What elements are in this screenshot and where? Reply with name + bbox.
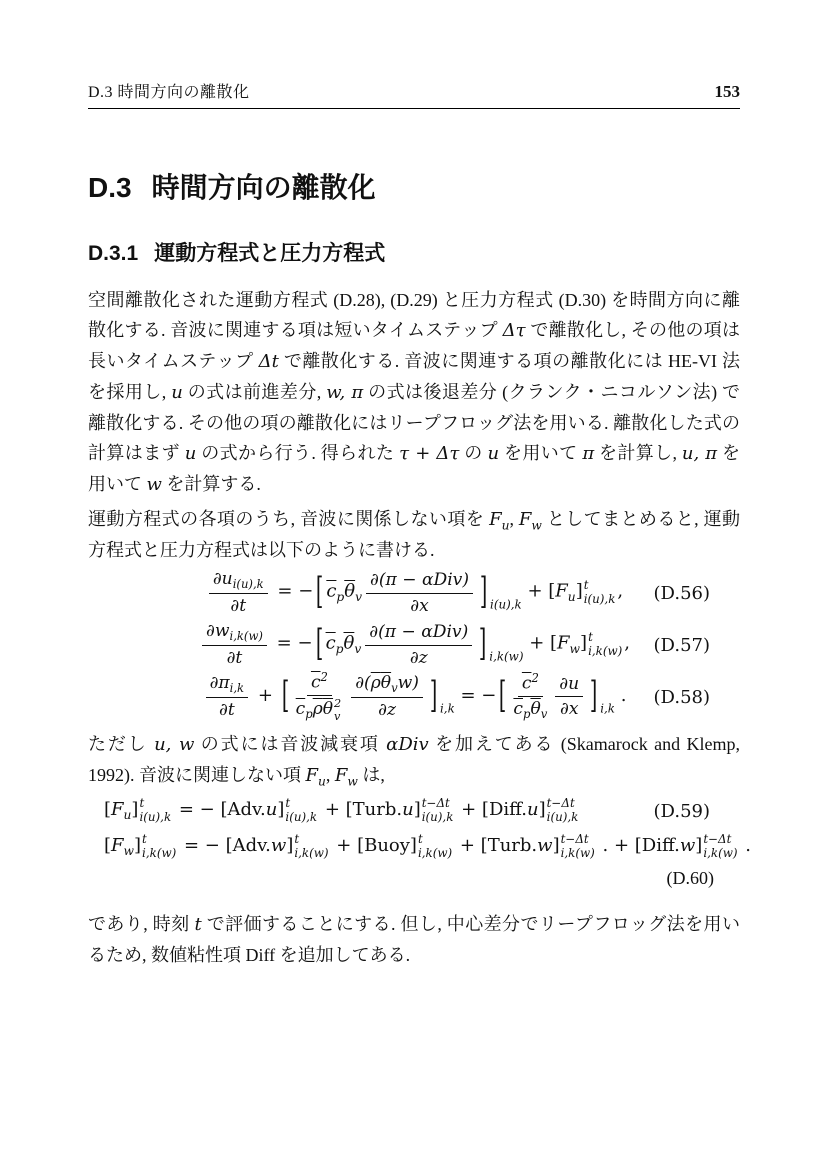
math-token: ] <box>479 570 488 614</box>
math-token: i,k(w) <box>489 649 524 664</box>
equation-number: (D.60) <box>666 867 714 888</box>
math-token: v <box>355 590 363 605</box>
math-token: ∂(π − αDiv) <box>369 622 469 642</box>
math-token <box>518 673 543 697</box>
math-token <box>202 621 267 646</box>
text-segment: で評価することにする. 但し, 中心差分でリープフロッグ法を用いるため, 数値粘性項 Diff を追加してある. <box>88 914 740 965</box>
equation-number: (D.59) <box>653 800 710 822</box>
math-token: $\overline{\rho}$ <box>370 673 381 694</box>
text-segment: Δt <box>258 351 279 372</box>
math-token: v <box>354 642 362 657</box>
math-token <box>227 646 243 669</box>
math-token: ] <box>695 835 703 857</box>
math-token: t <box>285 796 291 811</box>
text-segment: u, w <box>154 734 195 755</box>
math-token: = − <box>270 633 313 655</box>
math-token: i(u),k <box>490 597 522 612</box>
equation-math <box>205 569 623 616</box>
math-token: . <box>739 835 751 857</box>
left-bracket: [ <box>315 622 323 666</box>
left-bracket: [ <box>281 674 289 718</box>
math-token: . <box>614 685 627 707</box>
math-token: $\overline{c}$ <box>326 581 337 603</box>
math-token: ] <box>589 674 598 718</box>
text-segment: F <box>518 509 532 530</box>
math-scripts <box>584 580 616 606</box>
math-token: + [Diff. <box>455 799 528 821</box>
math-token: t−Δt <box>546 796 575 811</box>
math-token: ∂w <box>206 621 230 642</box>
math-token: i,k(w) <box>588 643 623 658</box>
math-token: t−Δt <box>560 832 589 847</box>
text-segment: の式は後退差分 (クランク・ニコルソン法) で離散化する. その他の項の離散化にはリープフロッグ法を用いる. 離散化した式の計算はまず <box>88 382 741 463</box>
math-token: + [ <box>523 633 558 655</box>
math-token: t <box>142 832 147 847</box>
math-token: i(u),k <box>285 809 318 824</box>
math-token: t <box>294 832 300 847</box>
math-token: ] <box>413 799 421 821</box>
math-token: ] <box>580 633 588 655</box>
text-segment: u <box>501 518 510 533</box>
math-fraction <box>351 673 423 720</box>
math-token: v <box>540 707 548 722</box>
math-token: i(u),k <box>546 809 579 824</box>
math-token: = − <box>454 685 497 707</box>
math-token: F <box>555 581 568 603</box>
math-token <box>555 674 583 698</box>
text-segment: は, <box>357 765 385 785</box>
right-bracket <box>587 674 615 718</box>
equation-number: (D.58) <box>653 686 710 708</box>
math-token: u <box>567 590 576 605</box>
equation-d60 <box>88 829 751 865</box>
text-segment: , <box>509 509 519 529</box>
subsection-title: 運動方程式と圧力方程式 <box>154 242 386 265</box>
math-token <box>366 570 473 594</box>
text-segment: w <box>347 774 358 789</box>
math-token <box>365 622 472 646</box>
text-segment: w, π <box>326 382 364 403</box>
math-token: i,k <box>600 701 615 716</box>
math-token: w <box>123 844 135 859</box>
math-scripts <box>422 798 454 824</box>
math-scripts <box>547 798 579 824</box>
equation-number: (D.56) <box>653 582 710 604</box>
text-segment: を計算する. <box>161 474 261 494</box>
math-token: $\overline{\theta}$ <box>322 698 334 719</box>
math-token: + [Turb. <box>454 835 538 857</box>
math-token: ∂x <box>410 595 429 616</box>
math-token: i,k <box>229 681 245 696</box>
math-token <box>513 697 547 721</box>
math-token: $\overline{\rho}$ <box>312 698 323 719</box>
equation-math <box>198 621 630 668</box>
math-scripts <box>294 834 328 860</box>
text-segment: で離散化する. 音波に関連する項の離散化には HE-VI 法を採用し, <box>88 351 741 402</box>
math-token: ∂z <box>378 700 397 721</box>
math-token: ] <box>277 799 285 821</box>
math-token: u <box>527 799 539 821</box>
math-token: i,k(w) <box>294 845 329 860</box>
page-content <box>0 82 826 970</box>
right-bracket <box>477 570 522 614</box>
math-token: , <box>624 633 630 655</box>
text-segment: αDiv <box>386 734 429 755</box>
math-token: = − [Adv. <box>178 835 271 857</box>
math-token: i,k(w) <box>703 845 738 860</box>
text-segment: を計算し, <box>594 443 682 463</box>
math-token: + [ <box>521 581 556 603</box>
math-token: [ <box>104 799 112 821</box>
text-segment: u <box>318 774 326 789</box>
paragraph-grouping <box>88 504 740 565</box>
math-fraction <box>202 621 267 668</box>
math-fraction <box>555 674 583 720</box>
math-token <box>560 697 578 720</box>
math-token: + <box>252 685 279 707</box>
math-token: $\overline{\theta}$ <box>530 699 541 720</box>
math-token: ] <box>552 835 560 857</box>
text-segment: であり, 時刻 <box>88 914 195 934</box>
math-scripts <box>139 798 171 824</box>
text-segment: の式は前進差分, <box>182 382 327 402</box>
running-header-title: D.3 時間方向の離散化 <box>88 84 250 101</box>
math-token: u <box>123 808 132 823</box>
section-number: D.3 <box>88 172 132 203</box>
math-token <box>410 594 428 617</box>
math-fraction <box>209 569 268 616</box>
math-token: 2 <box>531 671 539 686</box>
paragraph-intro <box>88 285 740 500</box>
equation-d57 <box>88 619 740 671</box>
text-segment: τ + Δτ <box>399 443 460 464</box>
math-scripts <box>334 698 341 722</box>
math-token: ∂t <box>226 648 243 669</box>
math-token: i(u),k <box>421 809 454 824</box>
math-token: ∂z <box>409 647 428 668</box>
math-token: + [Turb. <box>319 799 403 821</box>
math-token: v <box>334 709 341 723</box>
math-token: ∂t <box>218 700 235 721</box>
text-segment: ただし <box>88 734 155 754</box>
math-token: = − <box>271 581 314 603</box>
math-token: w <box>569 642 581 657</box>
text-segment: を用いて <box>499 443 583 463</box>
math-token: p <box>523 707 531 722</box>
math-token: $\overline{\theta}$ <box>344 581 356 603</box>
section-heading <box>88 171 740 205</box>
math-token: i(u),k <box>232 577 264 592</box>
math-token: i(u),k <box>583 591 616 606</box>
math-token: $\overline{\theta}$ <box>343 633 355 655</box>
math-token: + [Buoy] <box>330 835 417 857</box>
paragraph-damping <box>88 729 740 791</box>
text-segment: F <box>334 765 348 786</box>
math-token: ] <box>479 622 487 666</box>
equation-math <box>202 669 627 723</box>
math-scripts <box>703 834 737 860</box>
equation-block-2 <box>88 793 751 891</box>
math-token: t <box>583 578 589 593</box>
equation-number: (D.57) <box>653 634 710 656</box>
running-header <box>88 82 740 103</box>
math-token: ] <box>429 674 438 718</box>
math-token: ∂(π − αDiv) <box>370 570 470 590</box>
text-segment: の <box>459 443 488 463</box>
math-token: w <box>537 835 553 857</box>
equation-math <box>104 798 580 824</box>
equation-block-1 <box>88 567 740 723</box>
math-scripts <box>285 798 317 824</box>
math-token: u <box>402 799 414 821</box>
math-token: ] <box>131 799 139 821</box>
text-segment: u <box>184 443 197 464</box>
math-token: [ <box>104 835 112 857</box>
math-fraction <box>513 673 547 721</box>
math-token: t <box>139 796 145 811</box>
math-token: $\overline{c}$ <box>310 672 321 693</box>
math-token: i,k <box>440 701 455 716</box>
text-segment: w <box>146 474 162 495</box>
math-token: i(u),k <box>139 809 172 824</box>
math-fraction <box>206 673 249 720</box>
math-token: ∂t <box>230 596 247 617</box>
math-fraction <box>366 570 473 616</box>
math-token: i,k(w) <box>560 845 595 860</box>
text-segment: で離散化し, その他の項は長いタイムステップ <box>88 320 741 371</box>
equation-d60-number-line <box>88 865 740 891</box>
math-token: . + [Diff. <box>596 835 680 857</box>
equation-d56 <box>88 567 740 619</box>
equation-math <box>104 834 751 860</box>
math-scripts <box>142 834 176 860</box>
equation-d58 <box>88 671 740 723</box>
math-token <box>206 673 249 698</box>
text-segment: w <box>531 518 542 533</box>
math-token: F <box>111 835 124 857</box>
math-token: $\overline{\theta}$ <box>380 673 392 694</box>
math-fraction <box>365 622 472 668</box>
left-bracket: [ <box>499 674 507 718</box>
math-token: F <box>111 799 124 821</box>
math-token: ∂π <box>209 673 230 694</box>
math-token: t <box>417 832 423 847</box>
text-segment: の式には音波減衰項 <box>194 734 387 754</box>
math-fraction <box>295 669 344 723</box>
math-token: , <box>617 581 624 603</box>
math-token: = − [Adv. <box>173 799 266 821</box>
math-token: w <box>270 835 287 857</box>
math-token: p <box>336 590 345 605</box>
math-token <box>410 646 428 669</box>
math-token <box>209 569 268 594</box>
right-bracket <box>476 622 524 666</box>
equation-d59 <box>88 793 740 829</box>
math-token <box>296 696 344 722</box>
math-token: ) <box>412 673 419 694</box>
section-title: 時間方向の離散化 <box>151 172 376 203</box>
math-token: ] <box>575 581 583 603</box>
math-token: ∂u <box>559 673 580 694</box>
math-token: t <box>588 630 593 645</box>
math-token <box>219 698 235 721</box>
math-scripts <box>418 834 452 860</box>
subsection-number: D.3.1 <box>88 242 139 265</box>
math-token: $\overline{c}$ <box>521 673 532 694</box>
page-number: 153 <box>714 82 740 101</box>
math-token: w <box>679 835 696 857</box>
math-token: ∂( <box>355 673 371 694</box>
math-scripts <box>588 632 622 658</box>
math-token: ∂u <box>212 569 233 590</box>
math-token: w <box>397 673 413 694</box>
math-token: 2 <box>320 669 328 684</box>
math-token: u <box>265 799 278 821</box>
math-token: $\overline{c}$ <box>295 698 306 719</box>
text-segment: を用いて <box>88 443 741 494</box>
left-bracket: [ <box>316 570 324 614</box>
text-segment: の式から行う. 得られた <box>196 443 400 463</box>
text-segment: , <box>325 765 335 785</box>
text-segment: Δτ <box>502 320 526 341</box>
subsection-heading <box>88 241 740 267</box>
math-token: ∂x <box>559 699 579 720</box>
math-token: ] <box>538 799 546 821</box>
text-segment: F <box>489 509 502 530</box>
math-token <box>230 594 246 617</box>
math-token: ] <box>134 835 142 857</box>
text-segment: F <box>305 765 318 786</box>
text-segment: u <box>171 382 183 403</box>
text-segment: 運動方程式の各項のうち, 音波に関係しない項を <box>88 509 490 529</box>
math-token: $\overline{c}$ <box>325 633 336 655</box>
math-token: i,k(w) <box>417 845 453 860</box>
math-token: p <box>335 642 344 657</box>
right-bracket <box>427 674 455 718</box>
text-segment: u, π <box>681 443 718 464</box>
math-token: F <box>557 633 570 655</box>
text-segment: π <box>582 443 595 464</box>
math-token <box>351 673 423 698</box>
text-segment: としてまとめると, 運動方程式と圧力方程式は以下のように書ける. <box>88 509 741 560</box>
math-token: 2 <box>334 696 342 710</box>
math-scripts <box>561 834 595 860</box>
math-token: t−Δt <box>421 796 450 811</box>
math-token: p <box>305 706 313 721</box>
header-rule <box>88 108 740 109</box>
math-token <box>378 698 396 721</box>
math-token: $\overline{c}$ <box>513 699 523 720</box>
math-token: ] <box>286 835 294 857</box>
paragraph-closing <box>88 909 740 970</box>
text-segment: t <box>194 914 202 935</box>
math-token <box>307 669 332 696</box>
math-token: v <box>391 681 398 696</box>
text-segment: u <box>487 443 500 464</box>
text-segment: を加えてある (Skamarock and Klemp, 1992). 音波に関連しない項 <box>88 734 741 785</box>
math-token: i,k(w) <box>142 845 177 860</box>
math-token: i,k(w) <box>229 629 263 644</box>
text-segment: 空間離散化された運動方程式 (D.28), (D.29) と圧力方程式 (D.30) を時間方向に離散化する. 音波に関連する項は短いタイムステップ <box>88 290 740 340</box>
math-token: t−Δt <box>703 832 732 847</box>
